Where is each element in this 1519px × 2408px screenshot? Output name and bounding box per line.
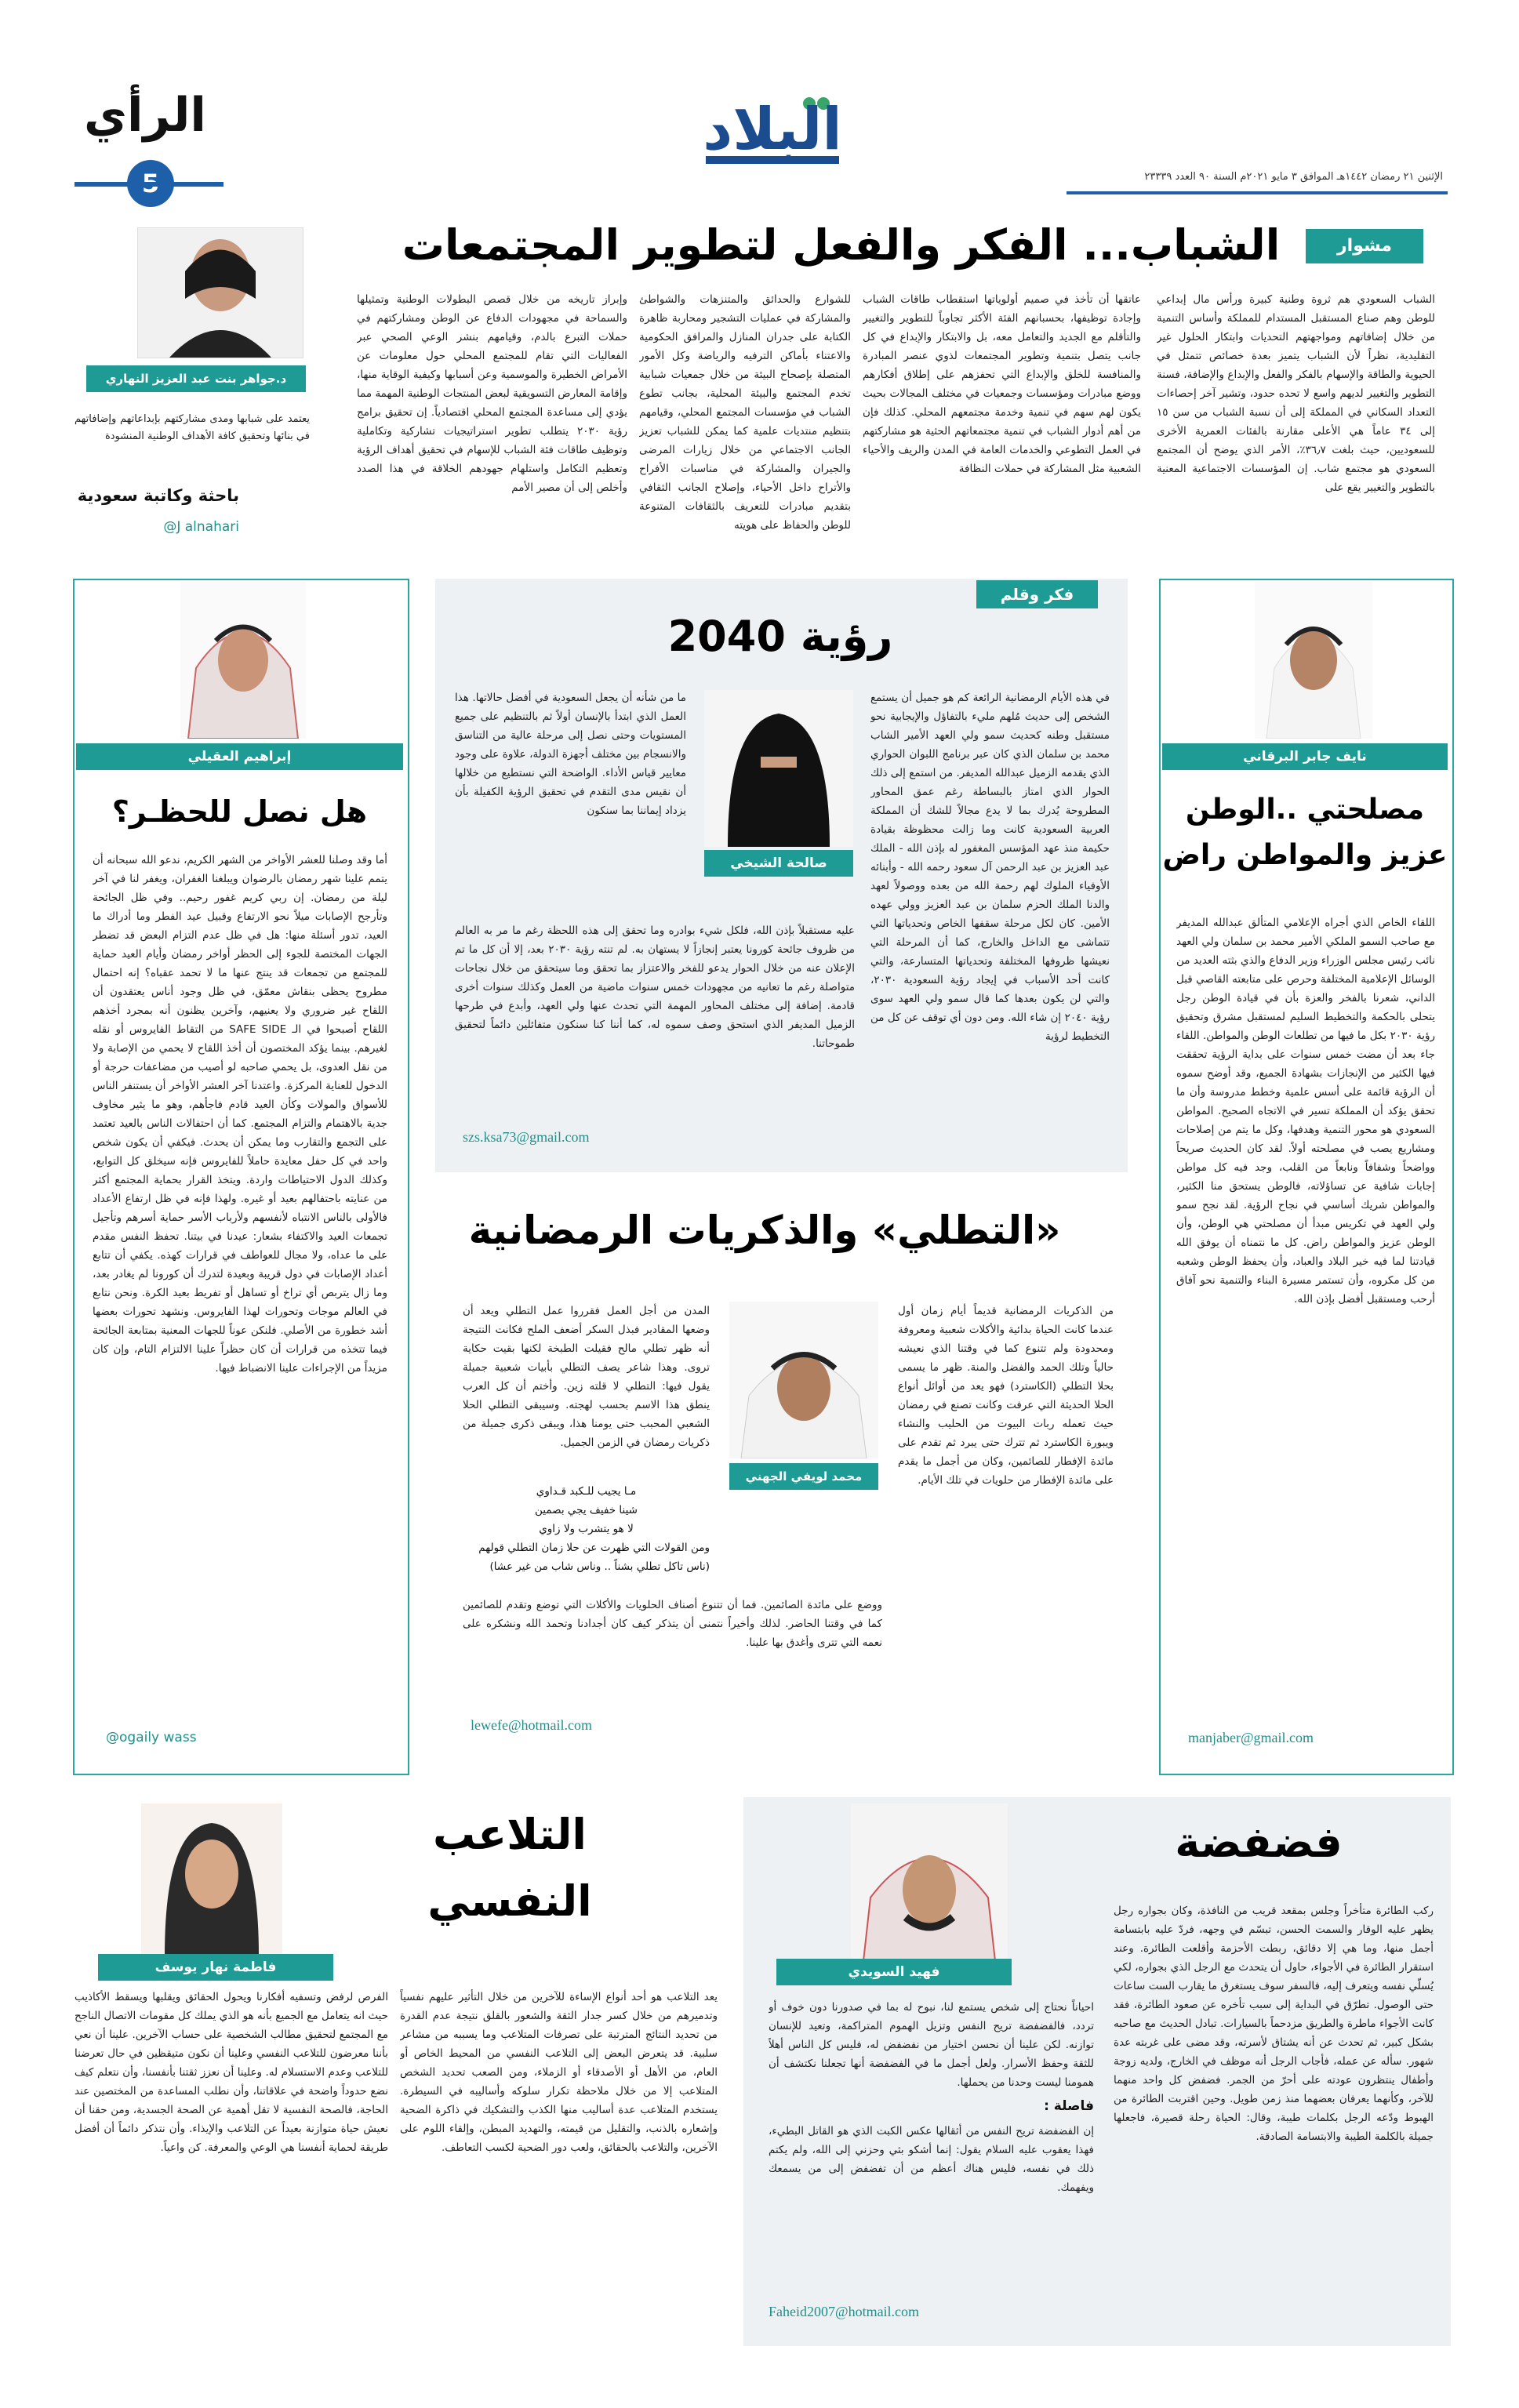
vision-title: رؤية 2040 [667, 612, 893, 661]
dateline: الإثنين ٢١ رمضان ١٤٤٢هـ الموافق ٣ مايو ٢٠٢١م السنة ٩٠ العدد ٢٣٣٣٩ [1144, 171, 1443, 183]
portrait-icon [141, 1803, 282, 1956]
author-handle-jawaher[interactable]: @J alnahari [163, 519, 239, 535]
ramadan-col-wide: ووضع على مائدة الصائمين. فما أن تتنوع أصناف الحلويات والأكلات التي توضع وتقدم للصائمين كما في وقتنا الحاضر. لذلك وأخيراً نتمنى أن يتذكر كيف كان أجدادنا وتحمد الله ونشكره على نعمه التي تترى وأغدق بها علينا. [463, 1599, 882, 1649]
author-photo-fatima [141, 1803, 282, 1956]
portrait-icon [704, 690, 853, 847]
fadfada-col-left: احياناً نحتاج إلى شخص يستمع لنا، نبوح له بما في صدورنا دون خوف أو تردد، فالفضفضة تريح النفس وتزيل الهموم المتراكمة، وتعيد للإنسان توازنه. لكن علينا أن نحسن اختيار من نفضفض له، فليس كل الناس أهلاً للثقة وحفظ الأسرار. ولعل أجمل ما في الفضفضة أنها تجعلنا نكتشف أن همومنا ليست وحدنا من يحملها. [769, 2001, 1094, 2089]
poem-line-1: مـا يجيب للـكبد قـداوي [536, 1485, 637, 1498]
fadfada-col-right: ركب الطائرة متأخراً وجلس بمقعد قريب من النافذة، وكان بجواره رجل يظهر عليه الوقار والسمت الحسن، تبسّم في وجهه، فردّ عليه بابتسامة أجمل منها، وما هي إلا دقائق، ربطت الأحزمة وأقلعت الطائرة. وعند استقرار الطائرة في الأجواء، حاول أن يتحدث مع الرجل الذي بجواره، لكي يُسلّي نفسه ويتعرف إليه، فالسفر سوف يستغرق ما يقارب الست ساعات حتى الوصول. تطرّق في البداية إلى سبب تأخره عن صعود الطائرة، فقد كانت الأجواء ماطرة والطريق مزدحماً بالسيارات. تبادل الحديث مع صاحبه بشكل كبير، ثم تحدث عن أنه يشتاق لأسرته، وقد مضى على غربته عدة شهور. سأله عن عمله، فأجاب الرجل أنه موظف في الخارج، ولديه زوجة وأطفال ينتظرون عودته على أحرّ من الجمر. فضفض كل واحد منهما للآخر، وكأنهما يعرفان بعضهما منذ زمن طويل. وحين اقتربت الطائرة من الهبوط ودّعه الرجل بكلمات طيبة، وقال: الحياة رحلة قصيرة، فاجعلها جميلة بالكلمة الطيبة والابتسامة الصادقة. [1114, 1905, 1434, 2143]
ramadan-poem [463, 1482, 710, 1592]
dateline-rule [1067, 191, 1448, 194]
author-photo-faheid [851, 1803, 1008, 1968]
curfew-handle[interactable]: @ogaily wass [106, 1730, 197, 1745]
author-photo-nayef [1255, 582, 1372, 739]
poem-line-3: لا هو يتشرب ولا زاوي [539, 1523, 634, 1535]
patriotism-body: اللقاء الخاص الذي أجراه الإعلامي المتألق عبدالله المديفر مع صاحب السمو الملكي الأمير محمد بن سلمان ولي العهد نائب رئيس مجلس الوزراء وزير الدفاع والذي بثته العديد من الوسائل الإعلامية المختلفة وحرص على متابعته القاصي قبل الداني، شعرنا بالفخر والعزة بأن في قيادة الوطن رجل يتحلى بالحكمة والتخطيط السليم لمستقبل مشرق وتحقيق رؤية ٢٠٣٠ بكل ما فيها من تطلعات الوطن والمواطن. اللقاء جاء بعد أن مضت خمس سنوات على بداية الرؤية تحققت فيها الكثير من الإنجازات بشهادة الجميع، وقد أوضح سموه أن الرؤية قائمة على أسس علمية وخطط مدروسة وأن ما تحقق يؤكد أن المملكة تسير في الاتجاه الصحيح. المواطن السعودي هو محور التنمية وهدفها، وكل ما يتم من إصلاحات ومشاريع يصب في مصلحته أولاً. لقد كان الحديث صريحاً وواضحاً وشفافاً ونابعاً من القلب، وجد فيه كل مواطن إجابات شافية عن تساؤلاته، فالوطن يستحق منا الكثير، والمواطن شريك أساسي في نجاح الرؤية. لقد نجح سمو ولي العهد في تكريس مبدأ أن مصلحتي هي الوطن، وأن الوطن عزيز والمواطن راض. كل ما نتمناه أن يوفق الله قيادتنا لما فيه خير البلاد والعباد، وأن يحفظ الوطن وشعبه من كل مكروه، وأن تستمر مسيرة البناء والتنمية نحو آفاق أرحب ومستقبل أفضل بإذن الله. [1176, 917, 1435, 1306]
author-photo-ibrahim [180, 582, 306, 739]
author-photo-mohammed [729, 1302, 878, 1458]
portrait-icon [1255, 582, 1372, 739]
poem-line-5: (ناس تاكل تطلي بشناً .. وناس شاب من غير عشا) [489, 1560, 710, 1573]
portrait-icon [729, 1302, 878, 1458]
curfew-title: هل نصل للحظـر؟ [111, 794, 368, 829]
main-article-col-4: وإبراز تاريخه من خلال قصص البطولات الوطنية وتمثيلها والسماحة في مجهودات الدفاع عن الوطن ومشاركتهم في حملات التبرع بالدم، وقيامهم بنشر الوعي الصحي عبر الفعاليات التي تقام للمجتمع المحلي حول معلومات عن الأمراض الخطيرة والموسمية وعن أسبابها وكيفية الوقاية منها، وإقامة المعارض التسويقية لبعض المنتجات الوطنية المهمة مما يؤدي إلى مساعدة المجتمع المحلي اقتصادياً. إن تحقيق برامج رؤية ٢٠٣٠ يتطلب تطوير استراتيجيات تشاركية وتكاملية وتوظيف طاقات فئة الشباب للإسهام في تحقيق أهداف الرؤية وتعظيم التكامل واستلهام جهودهم الخلاقة في هذا الصدد وأخلص إلى أن مصير الأمم [357, 293, 627, 494]
author-name-fatima: فاطمة نهار يوسف [98, 1954, 333, 1981]
patriotism-title-line1: مصلحتي ..الوطن [1185, 794, 1425, 826]
vision-email[interactable]: szs.ksa73@gmail.com [463, 1129, 590, 1145]
portrait-icon [138, 228, 303, 358]
masthead [0, 0, 1519, 204]
poem-line-2: شينا خفيف يجي بصمين [534, 1504, 638, 1516]
manipulation-col-right: يعد التلاعب هو أحد أنواع الإساءة للآخرين من خلال التأثير عليهم نفسياً وتدميرهم من خلال كسر جدار الثقة والشعور بالقلق نتيجة عدم القدرة من تحديد النتائج المترتبة على تصرفات المتلاعب وما يسببه من مشاعر سلبية. قد يتعرض البعض إلى التلاعب النفسي من المحيط الخاص أو العام، من الأهل أو الأصدقاء أو الزملاء، ومن الصعب تحديد الشخص المتلاعب إلا من خلال ملاحظة تكرار سلوكه وأساليبه في السيطرة. يستخدم المتلاعب عدة أساليب منها الكذب والتشكيك في ذاكرة الضحية وإشعاره بالذنب، والتقليل من قيمته، والتهديد المبطن، وإلقاء اللوم على الآخرين، والتلاعب بالحقائق، ولعب دور الضحية لكسب التعاطف. [400, 1991, 718, 2154]
portrait-icon [180, 582, 306, 739]
manipulation-title-line1: التلاعب [433, 1810, 587, 1859]
manipulation-title-line2: النفسي [427, 1876, 592, 1926]
vision-col-left-top: ما من شأنه أن يجعل السعودية في أفضل حالاتها. هذا العمل الذي ابتدأ بالإنسان أولاً ثم بالتنظيم على جميع المستويات وحتى نصل إلى مرحلة عالية من التناسق والانسجام بين مختلف أجهزة الدولة، علاوة على وجود معايير قياس الأداء. الواضحة التي نستطيع من خلالها أن نقيس مدى التقدم في تحقيق الرؤية الكفيلة بأن يزداد إيماننا بما سنكون [455, 692, 686, 817]
main-article-tag: مشوار [1306, 229, 1423, 263]
author-name-jawaher: د.جواهر بنت عبد العزيز النهاري [86, 365, 306, 392]
fadfada-title: فضفضة [1175, 1818, 1343, 1867]
author-name-saleha: صالحة الشيخي [704, 850, 853, 877]
author-name-ibrahim: إبراهيم العقيلي [76, 743, 403, 770]
author-name-mohammed: محمد لويفي الجهني [729, 1463, 878, 1490]
main-article-col-3: للشوارع والحدائق والمتنزهات والشواطئ والمشاركة في عمليات التشجير ومحاربة ظاهرة الكتابة على جدران المنازل والمرافق الحكومية والاعتناء بأماكن الترفيه والرياضة وكل الأمور المتصلة بإصحاح البيئة من خلال جمعيات شبابية تخدم المجتمع والبيئة المحلية، بجانب تطوع الشباب في مؤسسات المجتمع المحلي، وقيامهم بتنظيم منتديات علمية كما يمكن للشباب تعزيز الجانب الاجتماعي من خلال زيارات المرضى والجيران والمشاركة في مناسبات الأفراح والأتراح داخل الأحياء، وإصلاح الجانب الثقافي بتقديم مبادرات للتعريف بالثقافات المتنوعة للوطن والحفاظ على هويته [639, 293, 851, 532]
fadfada-closing-text: إن الفضفضة تريح النفس من أثقالها عكس الكبت الذي هو القاتل البطيء، فهذا يعقوب عليه السلام يقول: إنما أشكو بثي وحزني إلى الله، ولم يكتم ذلك في نفسه، فليس هناك أعظم من أن تفضفض إلى من يسمعك ويفهمك. [769, 2125, 1094, 2194]
patriotism-email[interactable]: manjaber@gmail.com [1188, 1730, 1314, 1745]
author-photo-saleha [704, 690, 853, 847]
author-name-faheid: فهيد السويدي [776, 1959, 1012, 1985]
author-photo-jawaher [137, 227, 303, 358]
poem-line-4: ومن القولات التي ظهرت عن حلا زمان التطلي قولهم [478, 1542, 710, 1554]
main-article-title: الشباب... الفكر والفعل لتطوير المجتمعات [402, 220, 1281, 270]
main-article-col-2: عاتقها أن تأخذ في صميم أولوياتها استقطاب طاقات الشباب وإجادة توظيفها، بحسبانهم الفئة الأكثر تجاوباً للتطوير والتغيير والتأقلم مع الجديد والتعامل معه، بل والابتكار والإبداع في كل جانب يتصل بتنمية وتطوير المجتمعات لذوي عنصر المبادرة والمنافسة للخلق والإبداع التي تحفزهم على إطلاق أفكارهم ووضع مبادرات ومؤسسات وجمعيات في مختلف المجالات بحيث يكون لهم سهم في تنمية وخدمة مجتمعهم المحلي. كذلك فإن من أهم أدوار الشباب في تنمية مجتمعاتهم الحثية هو مشاركتهم في العمل التطوعي والخدمات العامة في المدن والريف والأحياء الشعبية مثل المشاركة في حملات النظافة [863, 293, 1141, 475]
ramadan-col-right: من الذكريات الرمضانية قديماً أيام زمان أول عندما كانت الحياة بدائية والأكلات شعبية ومعروفة ومحدودة ولم تتنوع كما في وقتنا الذي نعيشه حالياً وتلك الحمد والفضل والمنة. ظهر ما يسمى بحلا التطلي (الكاسترد) فهو يعد من أوائل أنواع الحلا الحديثة التي عرفت وكانت تصنع في رمضان حيث تعمله ربات البيوت من الحليب والنشاء ويبورة الكاسترد ثم تترك حتى يبرد ثم تقدم على مائدة الإفطار للصائمين، وكان من أجمل ما يقدم على مائدة الإفطار من حلويات في تلك الأيام. [898, 1305, 1114, 1487]
vision-col-right: في هذه الأيام الرمضانية الرائعة كم هو جميل أن يستمع الشخص إلى حديث مُلهم مليء بالتفاؤل والإيجابية نحو مستقبل وطنه كحديث سمو ولي العهد الأمير الشاب محمد بن سلمان الذي كان عبر برنامج اللبوان الحواري الذي يقدمه الزميل عبدالله المديفر. من استمع إلى ذلك الحوار الذي امتاز بالبساطة رغم عمق المحاور المطروحة يُدرك بما لا يدع مجالاً للشك أن المملكة العربية السعودية كانت وما زالت محظوظة بقيادة حكيمة منذ عهد المؤسس المغفور له بإذن الله - الملك عبد العزيز بن عبد الرحمن آل سعود رحمه الله - وأبنائه الأوفياء الملوك لهم رحمة الله من بعده ووصولاً لعهد والدنا الملك الحزم سلمان بن عبد العزيز وولي عهده الأمين. كان لكل مرحلة سقفها الخاص وتحدياتها التي تتماشى مع الداخل والخارج، كما أن المرحلة التي نعيشها ظروفها المختلفة وتحدياتها المتسارعة، والتي كانت أحد الأسباب في إيجاد رؤية السعودية ٢٠٣٠، والتي لن يكون بعدها كما قال سمو ولي العهد سوى رؤية ٢٠٤٠ إن شاء الله. ومن دون أي توقف عن كل من التخطيط لرؤية [870, 692, 1110, 1043]
fadfada-email[interactable]: Faheid2007@hotmail.com [769, 2304, 920, 2319]
fadfada-closing-label: فاصلة : [1044, 2098, 1094, 2114]
logo-text: البلاد [703, 96, 842, 163]
vision-col-wide-bottom: عليه مستقبلاً بإذن الله، فلكل شيء بوادره وما تحقق إلى هذه اللحظة رغم ما مر به العالم من ظروف جائحة كورونا يعتبر إنجازاً لا يستهان به. لم تنته رؤية ٢٠٣٠ بعد، إلا أن كل ما تم الإعلان عنه من خلال الحوار يدعو للفخر والاعتزاز بما تحقق وما سيتحقق من خلال نجاحات متواصلة رغم ما تعانيه من مجهودات خمس سنوات ماضية من العمل وكذلك سنوات أخرى قادمة. إضافة إلى مختلف المحاور المهمة التي تحدث عنها ولي العهد، وأبدع في طرحها الزميل المديفر الذي استحق وصف سموه له، كما أننا كنا سنكون متفائلين دائماً لتحقيق طموحاتنا. [455, 924, 855, 1050]
vision-tag: فكر وقلم [976, 580, 1098, 608]
ramadan-title: «التطلي» والذكريات الرمضانية [468, 1208, 1061, 1253]
ramadan-col-left: المدن من أجل العمل فقرروا عمل التطلي ويعد أن وضعها المقادير فبذل السكر أضعف الملح فكانت النتيجة أنه ظهر تطلي مالح فقيلت الطبخة لكنها بقيت حكاية تروى. وهذا شاعر يصف التطلي بأبيات شعبية جميلة يقول فيها: التطلي لا قلته زين. وأختم أن كل العرب ينطق هذا الاسم بحسب لهجته. وسيبقى التطلي الحلا الشعبي المحبب حتى يومنا هذا، ويبقى ذكرى جميلة من ذكريات رمضان في الزمن الجميل. [463, 1305, 710, 1449]
author-role-jawaher: باحثة وكاتبة سعودية [77, 486, 239, 505]
section-underline [74, 182, 223, 187]
author-name-nayef: نايف جابر البرقاني [1162, 743, 1448, 770]
main-article-col-1: الشباب السعودي هم ثروة وطنية كبيرة ورأس مال إبداعي للوطن وهم صناع المستقبل المستدام للمملكة وأساس التنمية من خلال إضافاتهم ومواجهتهم التحديات وابتكار الحلول غير التقليدية، نظراً لأن الشباب يتميز بعدة خصائص تتمثل في الحيوية والطاقة والإسهام بالفكر والفعل والإبداع والإضافة، فسنة التطوير والتغيير لديهم واسع لا تحده حدود، وتشير آخر إحصاءات التعداد السكاني في المملكة إلى أن نسبة الشباب من سن ١٥ إلى ٣٤ عاماً هي الأعلى مقارنة بالفئات العمرية الأخرى للسعوديين، حيث بلغت ٣٦٫٧٪، الأمر الذي يوضح أن المجتمع السعودي هو مجتمع شاب. إن المؤسسات الاجتماعية المعنية بالتطوير والتغيير يقع على [1157, 293, 1435, 494]
newspaper-logo [690, 88, 855, 174]
ramadan-email[interactable]: lewefe@hotmail.com [471, 1717, 593, 1733]
curfew-body: أما وقد وصلنا للعشر الأواخر من الشهر الكريم، ندعو الله سبحانه أن يتمم علينا شهر رمضان بالرضوان ويبلغنا الغفران، ويغفر لنا في آخر ليلة من رمضان. إن ربي كريم غفور رحيم.. وفي ظل الجائحة وتأرجح الإصابات ميلاً نحو الارتفاع وقبيل عيد الفطر وما أدراك ما العيد، تدور أسئلة منها: هل في ظل عدم التزام البعض قد تضطر الجهات المختصة للجوء إلى الحظر أواخر رمضان وأيام العيد حماية للمجتمع من تجمعات قد ينتج عنها ما لا تحمد عقباه؟ إنه احتمال مطروح يحظى بنقاش معمّق، في ظل وجود أناس يعتقدون أن اللقاح غير ضروري ولا يعنيهم، وآخرين يظنون أنه بمجرد أخذهم اللقاح أصبحوا في الـ SAFE SIDE من التقاط الفايروس أو نقله لغيرهم. بينما يؤكد المختصون أن أخذ اللقاح لا يحمي من الإصابة ولا من نقل العدوى، بل يحمي صاحبه لو أصيب من مضاعفات حرجة أو الدخول للعناية المركزة. واعتدنا آخر العشر الأواخر أن يستنفر الناس للأسواق والمولات وكأن العيد قادم فاجأهم، وهو ما يثير مخاوف جدية بالاهتمام والتزام المجتمع. كما أن احتفالات الناس بالعيد تعتمد على التجمع والتقارب وما يمكن أن يحدث. فيكفي أن يكون شخص واحد في كل حفل معايدة حاملاً للفايروس فإنه سيخلق كل التوابع، وكذلك الدول الاحتياطات واردة. ويتخذ القرار بحماية المجتمع أكثر من عنايته باحتفالهم بعيد أو غيره. ولهذا فإنه في ظل ارتفاع الأعداد فالأولى بالناس الانتباه لأنفسهم ولأرباب الأسر حماية أسرهم وتأجيل تجمعات العيد والاكتفاء بشعار: عيدنا في بيتنا. تحفظ النفس مقدم على ما عداه، ولا مجال للعواطف في قرارات كهذه. يكفي أن تتابع أعداد الإصابات في دول قريبة وبعيدة لتدرك أن كورونا لم يغادر بعد، وما زال يتربص أي تراخ أو تساهل أو تفريط بعيد الكرة. ونحن نتابع في العالم موجات وتحورات لهذا الفايروس. ونشهد تحورات بعضها أشد خطورة من الأصلي. فلنكن عوناً للجهات المعنية بمتابعة الجائحة فيما تتخذه من قرارات أن كان حظراً علينا الالتزام التام، وإن كان مزيداً من الإجراءات علينا الانضباط فيها. [93, 854, 387, 1375]
portrait-icon [851, 1803, 1008, 1968]
patriotism-title-line2: عزيز والمواطن راض [1162, 839, 1448, 871]
manipulation-col-left: الفرص لرفض وتسفيه أفكارنا ويحول الحقائق ويقلبها ويسقط الأكاذيب حيث انه يتعامل مع الجميع بأنه هو الذي يملك كل مقومات الاتصال الناجح مع المجتمع لتحقيق مطالب الشخصية على حساب الآخرين. علينا أن نعي بأننا معرضون للتلاعب النفسي وعلينا أن نكون متيقظين في حال تعرضنا للتلاعب وعدم الاستسلام له. وعلينا أن نعزز ثقتنا بأنفسنا، وأن نتعلم كيف نضع حدوداً واضحة في علاقاتنا، وأن نطلب المساعدة من المختصين عند الحاجة، فالصحة النفسية لا تقل أهمية عن الصحة الجسدية، ومن حقنا أن نعيش حياة متوازنة بعيداً عن التلاعب والإيذاء. وأن نتذكر دائماً أن أفضل طريقة لحماية أنفسنا هي الوعي والمعرفة. كن واعياً. [74, 1991, 388, 2154]
main-article-sidebar-text: يعتمد على شبابها ومدى مشاركتهم بإبداعاتهم وإضافاتهم في بنائها وتحقيق كافة الأهداف الوطنية المنشودة [74, 413, 310, 442]
section-title: الرأي [84, 88, 206, 143]
